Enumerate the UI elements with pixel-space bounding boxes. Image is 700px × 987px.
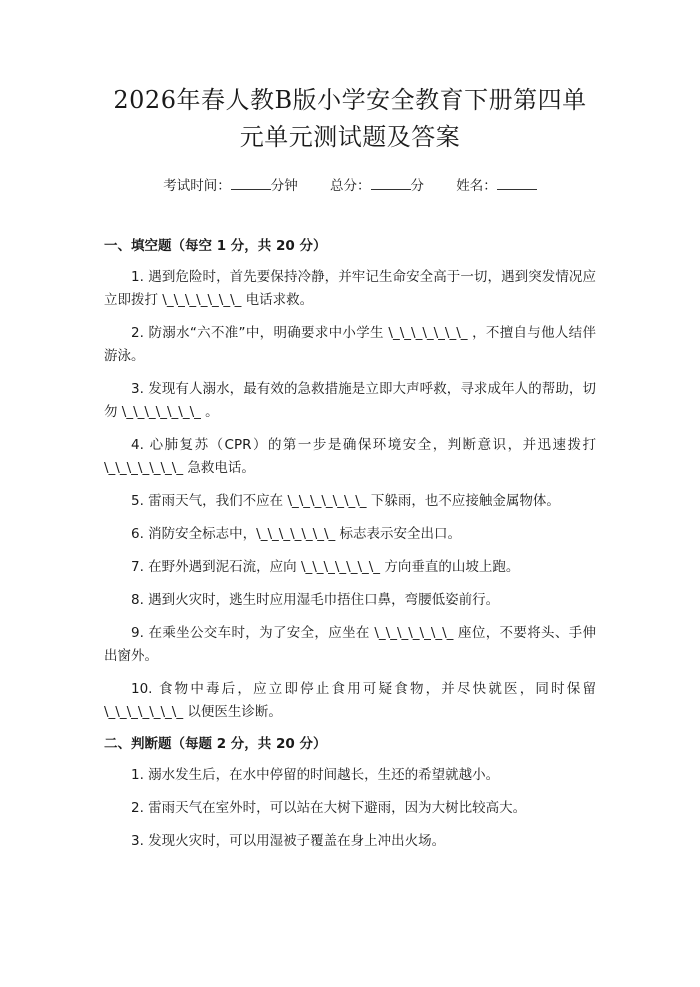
total-score-unit: 分 — [410, 178, 424, 194]
page-title: 2026年春人教B版小学安全教育下册第四单元单元测试题及答案 — [113, 86, 587, 151]
question-item: 2. 防溺水“六不准”中，明确要求中小学生 \_\_\_\_\_\_\_ ，不擅自与他人结伴游泳。 — [104, 325, 596, 364]
exam-time-unit: 分钟 — [270, 178, 298, 194]
question-item: 1. 遇到危险时，首先要保持冷静，并牢记生命安全高于一切，遇到突发情况应立即拨打 \_\_\_\_\_\_\_ 电话求救。 — [104, 269, 596, 308]
question-item: 3. 发现有人溺水，最有效的急救措施是立即大声呼救，寻求成年人的帮助，切勿 \_\_\_\_\_\_\_ 。 — [104, 381, 596, 420]
question-item: 2. 雷雨天气在室外时，可以站在大树下避雨，因为大树比较高大。 — [131, 800, 527, 816]
question-item: 6. 消防安全标志中，\_\_\_\_\_\_\_ 标志表示安全出口。 — [131, 526, 462, 542]
question-item: 8. 遇到火灾时，逃生时应用湿毛巾捂住口鼻，弯腰低姿前行。 — [131, 592, 500, 608]
section-title: 二、判断题（每题 2 分，共 20 分） — [104, 736, 327, 752]
exam-time-field — [163, 176, 298, 196]
question-item: 1. 溺水发生后，在水中停留的时间越长，生还的希望就越小。 — [131, 767, 500, 783]
question-item: 7. 在野外遇到泥石流，应向 \_\_\_\_\_\_\_ 方向垂直的山坡上跑。 — [131, 559, 520, 575]
exam-info-line — [104, 176, 596, 196]
exam-page — [0, 82, 700, 987]
total-score-field — [330, 176, 424, 196]
question-item: 9. 在乘坐公交车时，为了安全，应坐在 \_\_\_\_\_\_\_ 座位，不要将头、手伸出窗外。 — [104, 625, 596, 664]
name-field — [456, 176, 537, 196]
exam-time-label: 考试时间： — [163, 178, 231, 194]
total-score-label: 总分： — [330, 178, 371, 194]
section-true-false — [104, 734, 596, 853]
section-title: 一、填空题（每空 1 分，共 20 分） — [104, 238, 327, 254]
question-item: 5. 雷雨天气，我们不应在 \_\_\_\_\_\_\_ 下躲雨，也不应接触金属物体。 — [131, 493, 560, 509]
exam-time-blank — [231, 176, 271, 190]
question-item: 3. 发现火灾时，可以用湿被子覆盖在身上冲出火场。 — [131, 833, 446, 849]
question-item: 10. 食物中毒后，应立即停止食用可疑食物，并尽快就医，同时保留 \_\_\_\_\_\_\_ 以便医生诊断。 — [104, 681, 596, 720]
name-label: 姓名： — [456, 178, 497, 194]
question-item: 4. 心肺复苏（CPR）的第一步是确保环境安全，判断意识，并迅速拨打 \_\_\_\_\_\_\_ 急救电话。 — [104, 437, 596, 476]
total-score-blank — [371, 176, 411, 190]
name-blank — [497, 176, 537, 190]
section-fill-in — [104, 236, 596, 724]
